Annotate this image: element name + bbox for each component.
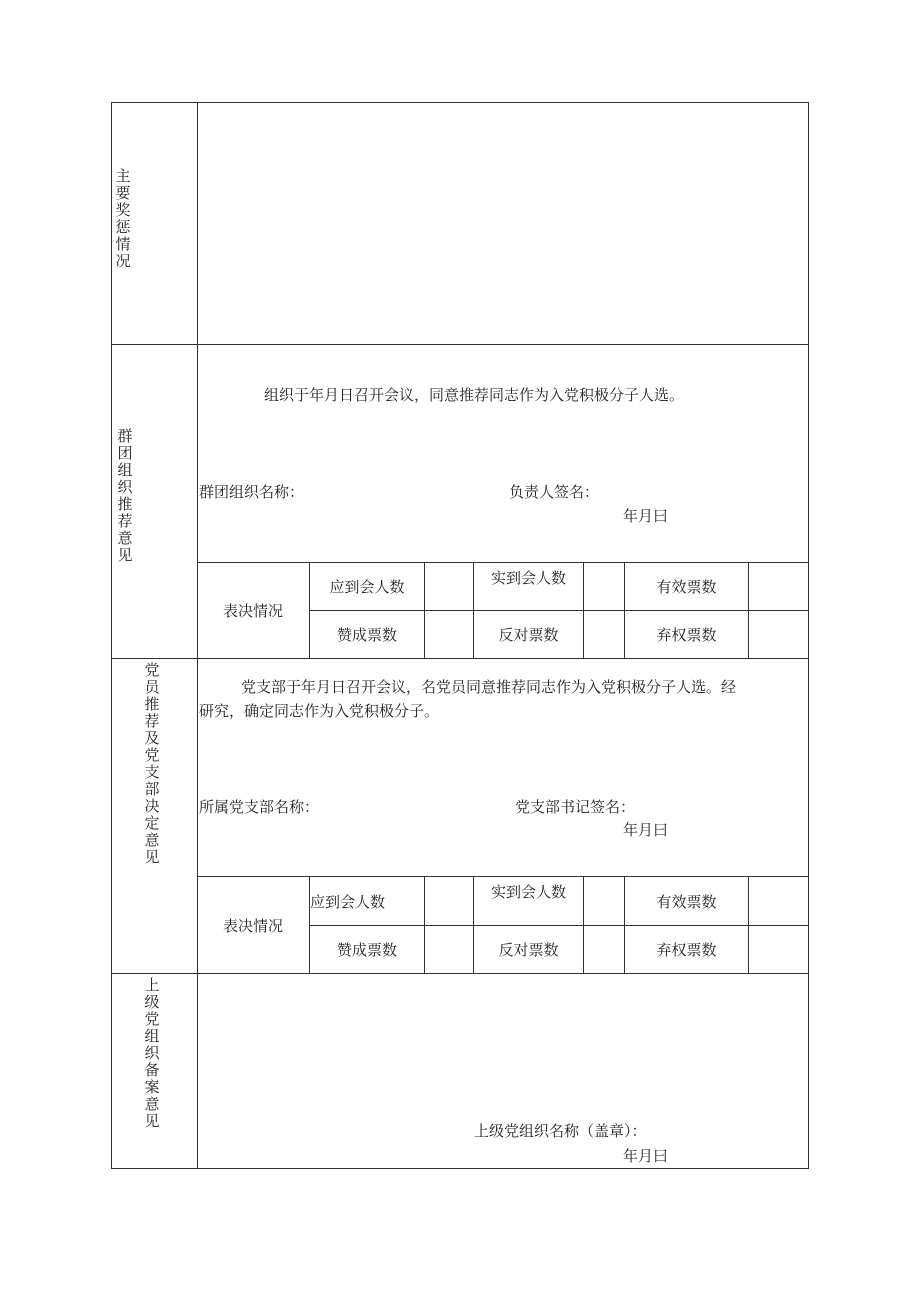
branch-date: 年月曰 [623,821,669,839]
vote1-expected-label: 应到会人数 [329,578,405,596]
recommendation-form [111,102,809,1169]
branch-label: 党员推荐及党支部决定意见 [144,661,160,866]
vote1-oppose-label: 反对票数 [498,626,559,644]
branch-secretary-label: 党支部书记签名： [515,798,636,816]
mass-org-label: 群团组织推荐意见 [117,427,133,564]
vote1-approve-label: 赞成票数 [336,626,397,644]
vote1-abstain-value[interactable] [749,611,808,658]
border-left [111,102,112,1169]
border-bottom [111,1168,809,1169]
vote1-valid-value[interactable] [749,563,808,610]
vote1-abstain-label: 弃权票数 [656,626,717,644]
divider-mass-org [111,658,809,659]
vote2-abstain-value[interactable] [749,926,808,973]
vote1-valid-label: 有效票数 [656,578,717,596]
vote2-expected-value[interactable] [425,877,473,925]
mass-org-statement: 组织于年月日召开会议，同意推荐同志作为入党积极分子人选。 [264,386,685,404]
mass-org-name-label: 群团组织名称： [199,483,305,501]
vote2-abstain-label: 弃权票数 [656,941,717,959]
vote1-approve-value[interactable] [425,611,473,658]
rewards-content-area[interactable] [198,103,808,344]
branch-statement-line1: 党支部于年月日召开会议，名党员同意推荐同志作为入党积极分子人选。经 [241,678,737,696]
superior-org-name-label: 上级党组织名称（盖章）： [474,1122,647,1140]
vote2-valid-label: 有效票数 [656,892,717,911]
divider-branch [111,973,809,974]
vote2-approve-label: 赞成票数 [336,941,397,959]
superior-date: 年月曰 [623,1147,669,1165]
vote2-oppose-label: 反对票数 [498,941,559,959]
vote2-valid-value[interactable] [749,877,808,925]
vote1-expected-value[interactable] [425,563,473,610]
vote2-actual-value[interactable] [584,877,624,925]
vote1-actual-label: 实到会人数 [490,568,566,587]
vote1-label: 表决情况 [222,602,283,620]
branch-name-label: 所属党支部名称： [199,798,320,816]
mass-org-date: 年月曰 [623,507,669,525]
rewards-label: 主要奖惩情况 [115,167,131,270]
vote2-oppose-value[interactable] [584,926,624,973]
border-right [808,102,809,1169]
vote2-label: 表决情况 [222,916,283,935]
vote2-approve-value[interactable] [425,926,473,973]
divider-rewards [111,344,809,345]
mass-org-signer-label: 负责人签名： [509,483,600,501]
vote2-expected-label: 应到会人数 [310,892,386,911]
branch-statement-line2: 研究，确定同志作为入党积极分子。 [199,702,440,720]
vote1-oppose-value[interactable] [584,611,624,658]
superior-label: 上级党组织备案意见 [144,976,160,1130]
vote2-actual-label: 实到会人数 [490,882,566,901]
vote1-actual-value[interactable] [584,563,624,610]
